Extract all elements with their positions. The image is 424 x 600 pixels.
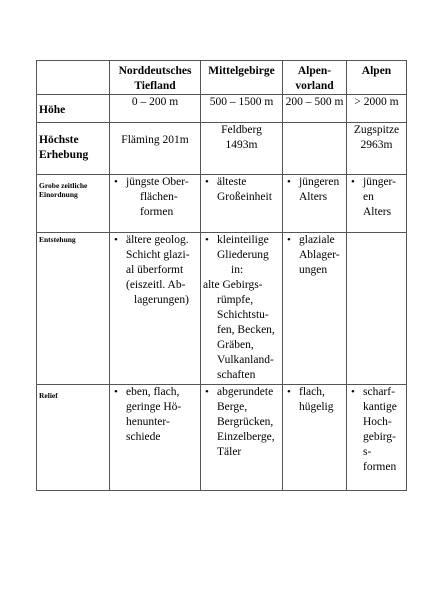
bullet-item: • scharf- kantige Hoch- gebirg- s- formen [351,386,397,473]
bullet-icon: • [205,386,209,398]
row-label-hoehe: Höhe [37,95,110,123]
bullet-icon: • [114,386,118,398]
row-label-grobe-einordnung: Grobe zeitliche Einordnung [37,175,110,233]
bullet-icon: • [114,234,118,246]
bullet-item: • älteste Großeinheit [205,176,272,203]
row-hoechste-erhebung [37,123,407,175]
header-row [37,61,407,95]
bullet-item: • ältere geolog. Schicht glazi- al überformt (eiszeitl. Ab- lagerungen) [114,234,190,306]
bullet-icon: • [287,176,291,188]
bullet-item: • jünger- en Alters [351,176,396,218]
cell-hoehe-tiefland: 0 – 200 m [110,95,201,123]
header-alpenvorland: Alpen- vorland [283,61,347,95]
cell-relief-tiefland [110,385,201,491]
bullet-item: • jüngeren Alters [287,176,340,203]
corner-cell [37,61,110,95]
row-label-entstehung: Entstehung [37,233,110,385]
row-grobe-einordnung [37,175,407,233]
cell-grobe-alpenvorland [283,175,347,233]
cell-hoehe-alpenvorland: 200 – 500 m [283,95,347,123]
cell-entstehung-tiefland [110,233,201,385]
bullet-icon: • [287,234,291,246]
cell-erhebung-alpenvorland [283,123,347,175]
bullet-icon: • [114,176,118,188]
cell-hoehe-alpen: > 2000 m [347,95,407,123]
cell-entstehung-alpen [347,233,407,385]
bullet-item: • eben, flach, geringe Hö- henunter- schiede [114,386,182,443]
cell-entstehung-mittelgebirge [201,233,283,385]
bullet-item: • flach, hügelig [287,386,334,413]
landscape-comparison-table [36,60,407,491]
bullet-icon: • [351,386,355,398]
cell-grobe-alpen [347,175,407,233]
row-label-hoechste-erhebung: Höchste Erhebung [37,123,110,175]
cell-grobe-mittelgebirge [201,175,283,233]
cell-relief-alpen [347,385,407,491]
bullet-icon: • [205,234,209,246]
bullet-item: • jüngste Ober- flächen- formen [114,176,189,218]
header-mittelgebirge: Mittelgebirge [201,61,283,95]
cell-erhebung-alpen: Zugspitze 2963m [347,123,407,175]
cell-relief-alpenvorland [283,385,347,491]
bullet-item: • abgerundete Berge, Bergrücken, Einzelberge, Täler [205,386,275,458]
cell-hoehe-mittelgebirge: 500 – 1500 m [201,95,283,123]
row-hoehe [37,95,407,123]
cell-relief-mittelgebirge [201,385,283,491]
bullet-item: • kleinteilige Gliederung in: alte Gebirgs- rümpfe, Schichtstu- fen, Becken, Gräben, Vulkanland- schaften [203,234,275,381]
bullet-icon: • [205,176,209,188]
cell-erhebung-mittelgebirge: Feldberg 1493m [201,123,283,175]
bullet-item: • glaziale Ablager- ungen [287,234,340,276]
row-relief [37,385,407,491]
bullet-icon: • [287,386,291,398]
cell-erhebung-tiefland: Fläming 201m [110,123,201,175]
row-entstehung [37,233,407,385]
header-alpen: Alpen [347,61,407,95]
bullet-icon: • [351,176,355,188]
header-norddeutsches-tiefland: Norddeutsches Tiefland [110,61,201,95]
cell-entstehung-alpenvorland [283,233,347,385]
cell-grobe-tiefland [110,175,201,233]
row-label-relief: Relief [37,385,110,491]
